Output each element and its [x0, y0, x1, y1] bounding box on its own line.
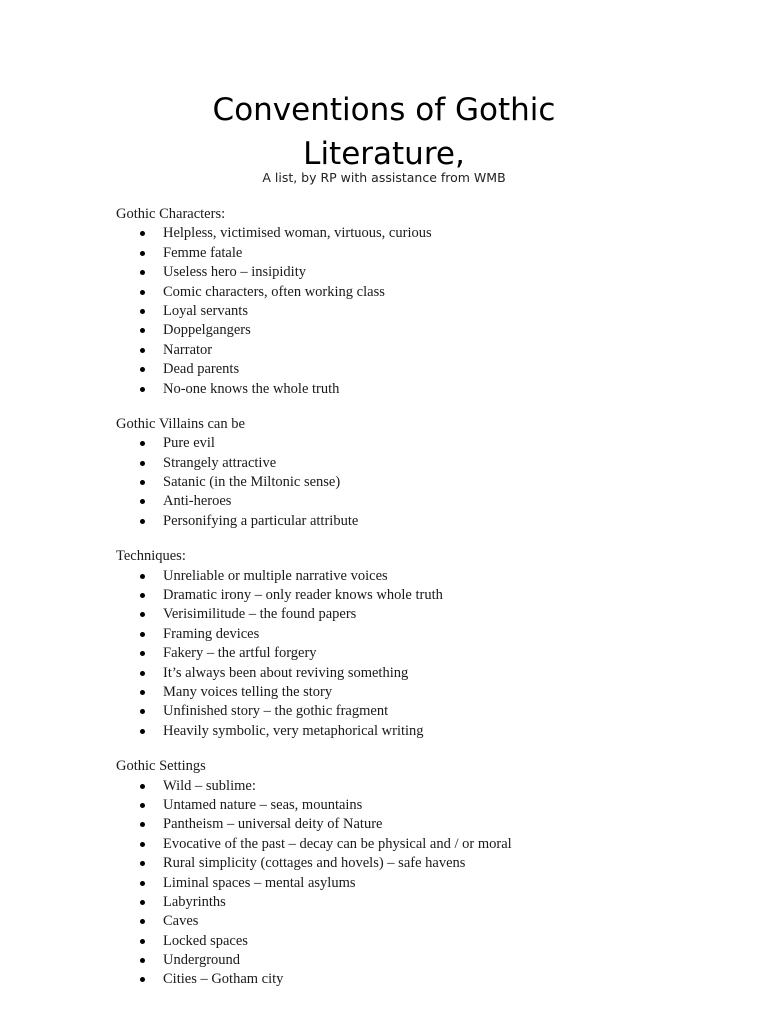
- list-item: [116, 854, 736, 873]
- bullet-list: [116, 777, 736, 990]
- list-item: [116, 434, 736, 453]
- bullet-icon: [140, 367, 145, 372]
- list-item: [116, 586, 736, 605]
- bullet-icon: [140, 861, 145, 866]
- list-item-text: Caves: [163, 913, 199, 930]
- section: [116, 547, 736, 741]
- bullet-icon: [140, 441, 145, 446]
- list-item: [116, 644, 736, 663]
- list-item-text: Femme fatale: [163, 244, 243, 261]
- list-item: [116, 321, 736, 340]
- list-item: [116, 722, 736, 741]
- list-item: [116, 932, 736, 951]
- list-item-text: Dead parents: [163, 361, 240, 378]
- list-item-text: Fakery – the artful forgery: [163, 645, 317, 662]
- list-item-text: Doppelgangers: [163, 322, 251, 339]
- list-item: [116, 835, 736, 854]
- bullet-icon: [140, 784, 145, 789]
- list-item: [116, 454, 736, 473]
- list-item-text: Labyrinths: [163, 893, 226, 910]
- list-item: [116, 380, 736, 399]
- section-heading: Gothic Settings: [116, 758, 206, 775]
- document-subtitle: A list, by RP with assistance from WMB: [262, 170, 506, 185]
- list-item: [116, 912, 736, 931]
- list-item: [116, 473, 736, 492]
- bullet-icon: [140, 709, 145, 714]
- list-item: [116, 683, 736, 702]
- bullet-icon: [140, 842, 145, 847]
- list-item: [116, 360, 736, 379]
- list-item-text: It’s always been about reviving something: [163, 664, 409, 681]
- list-item-text: Many voices telling the story: [163, 683, 333, 700]
- bullet-icon: [140, 309, 145, 314]
- bullet-icon: [140, 803, 145, 808]
- bullet-icon: [140, 977, 145, 982]
- list-item-text: Pure evil: [163, 435, 215, 452]
- bullet-icon: [140, 729, 145, 734]
- bullet-icon: [140, 574, 145, 579]
- list-item: [116, 796, 736, 815]
- bullet-icon: [140, 387, 145, 392]
- bullet-list: [116, 567, 736, 742]
- list-item: [116, 874, 736, 893]
- list-item-text: Untamed nature – seas, mountains: [163, 796, 363, 813]
- list-item: [116, 664, 736, 683]
- list-item-text: Unfinished story – the gothic fragment: [163, 703, 389, 720]
- bullet-icon: [140, 348, 145, 353]
- bullet-icon: [140, 939, 145, 944]
- bullet-icon: [140, 612, 145, 617]
- bullet-icon: [140, 632, 145, 637]
- bullet-icon: [140, 251, 145, 256]
- list-item-text: Unreliable or multiple narrative voices: [163, 567, 388, 584]
- section: [116, 205, 736, 399]
- bullet-icon: [140, 328, 145, 333]
- section-heading: Techniques:: [116, 548, 186, 565]
- list-item-text: Verisimilitude – the found papers: [163, 606, 357, 623]
- list-item: [116, 512, 736, 531]
- list-item: [116, 341, 736, 360]
- list-item-text: Narrator: [163, 341, 213, 358]
- list-item-text: Cities – Gotham city: [163, 971, 284, 988]
- document-body: [116, 205, 736, 1006]
- list-item-text: Pantheism – universal deity of Nature: [163, 816, 383, 833]
- list-item-text: Wild – sublime:: [163, 777, 256, 794]
- bullet-list: [116, 434, 736, 531]
- section: [116, 415, 736, 531]
- list-item-text: Liminal spaces – mental asylums: [163, 874, 356, 891]
- list-item: [116, 244, 736, 263]
- section: [116, 757, 736, 990]
- list-item: [116, 302, 736, 321]
- list-item-text: Anti-heroes: [163, 493, 232, 510]
- list-item-text: Heavily symbolic, very metaphorical writing: [163, 722, 424, 739]
- list-item: [116, 605, 736, 624]
- list-item: [116, 567, 736, 586]
- list-item-text: Locked spaces: [163, 932, 248, 949]
- bullet-icon: [140, 690, 145, 695]
- list-item: [116, 951, 736, 970]
- bullet-icon: [140, 900, 145, 905]
- bullet-icon: [140, 480, 145, 485]
- section-heading: Gothic Characters:: [116, 206, 226, 222]
- title-line-2: Literature,: [303, 136, 465, 172]
- bullet-icon: [140, 499, 145, 504]
- list-item: [116, 283, 736, 302]
- bullet-icon: [140, 461, 145, 466]
- list-item-text: Underground: [163, 952, 241, 969]
- list-item: [116, 893, 736, 912]
- list-item: [116, 815, 736, 834]
- bullet-icon: [140, 822, 145, 827]
- list-item-text: Framing devices: [163, 625, 260, 642]
- bullet-icon: [140, 958, 145, 963]
- bullet-icon: [140, 919, 145, 924]
- list-item-text: Evocative of the past – decay can be physical and / or moral: [163, 835, 512, 852]
- bullet-list: [116, 224, 736, 399]
- list-item-text: Helpless, victimised woman, virtuous, curious: [163, 225, 432, 242]
- bullet-icon: [140, 593, 145, 598]
- list-item-text: Dramatic irony – only reader knows whole truth: [163, 587, 443, 604]
- bullet-icon: [140, 270, 145, 275]
- list-item-text: Personifying a particular attribute: [163, 512, 359, 529]
- list-item-text: Strangely attractive: [163, 454, 277, 471]
- list-item-text: Comic characters, often working class: [163, 283, 385, 300]
- list-item-text: Useless hero – insipidity: [163, 264, 306, 281]
- bullet-icon: [140, 881, 145, 886]
- list-item: [116, 263, 736, 282]
- bullet-icon: [140, 651, 145, 656]
- bullet-icon: [140, 671, 145, 676]
- list-item: [116, 625, 736, 644]
- title-line-1: Conventions of Gothic: [212, 92, 556, 128]
- list-item: [116, 970, 736, 989]
- list-item: [116, 777, 736, 796]
- list-item-text: Loyal servants: [163, 302, 248, 319]
- section-heading: Gothic Villains can be: [116, 415, 245, 432]
- list-item-text: Satanic (in the Miltonic sense): [163, 474, 341, 491]
- bullet-icon: [140, 519, 145, 524]
- list-item: [116, 492, 736, 511]
- bullet-icon: [140, 290, 145, 295]
- list-item: [116, 224, 736, 243]
- list-item-text: No-one knows the whole truth: [163, 380, 340, 397]
- document-title: [0, 88, 768, 176]
- list-item-text: Rural simplicity (cottages and hovels) – safe havens: [163, 855, 466, 872]
- bullet-icon: [140, 231, 145, 236]
- list-item: [116, 702, 736, 721]
